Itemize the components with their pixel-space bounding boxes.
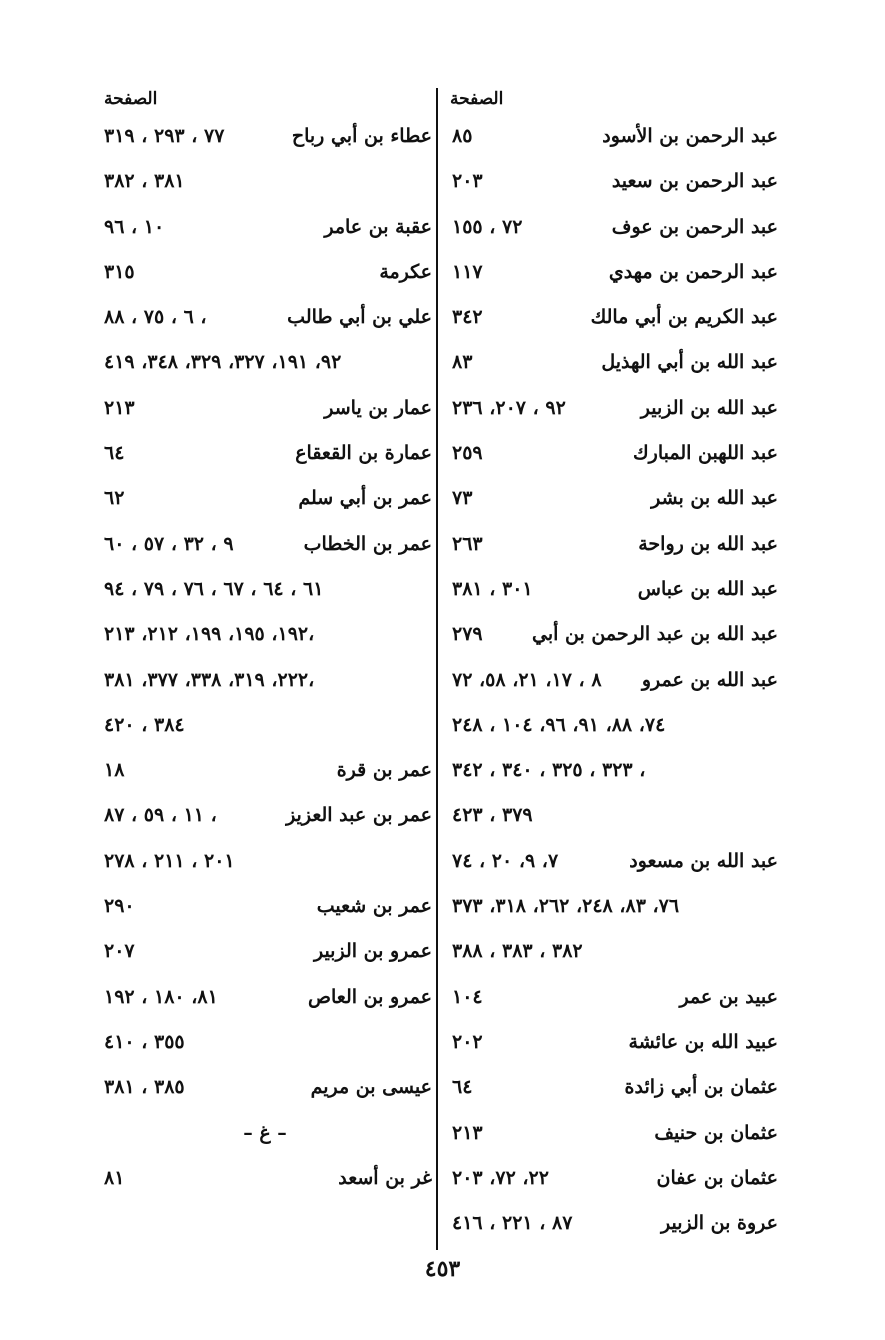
entry-pages: ٣٤٢ <box>452 306 483 329</box>
entry-name: عبد الله بن أبي الهذيل <box>601 351 778 374</box>
entry-name: عكرمة <box>379 260 432 283</box>
entry-name: عمرو بن الزبير <box>313 940 432 963</box>
index-entry <box>98 386 432 431</box>
entry-name: عمر بن عبد العزيز <box>286 804 432 827</box>
entry-name: عبد الرحمن بن الأسود <box>602 125 778 147</box>
index-entry <box>98 1065 432 1110</box>
entry-pages: ٣٨٥ ، ٣٨١ <box>104 1076 185 1099</box>
entry-pages: ٢٠٧ <box>104 940 135 963</box>
entry-name: غر بن أسعد <box>338 1166 432 1189</box>
entry-pages: ٧٢ ، ١٥٥ <box>452 215 523 238</box>
entry-pages: ٣١٥ <box>104 260 135 283</box>
entry-pages: ٦٢ <box>104 487 125 510</box>
entry-pages: ٨٥ <box>452 125 473 147</box>
entry-pages: ٣٨٢ ، ٣٨٣ ، ٣٨٨ <box>452 940 583 963</box>
left-column <box>98 84 432 1201</box>
entry-pages: ٢٠٢ <box>452 1030 483 1053</box>
entry-name: علي بن أبي طالب <box>287 306 432 329</box>
index-entry <box>448 159 778 204</box>
entry-name: عبيد الله بن عائشة <box>628 1030 778 1053</box>
entry-name: عبد الرحمن بن سعيد <box>611 170 778 193</box>
entry-name: عمر بن قرة <box>336 759 432 782</box>
index-entry <box>98 975 432 1020</box>
entry-name: عيسى بن مريم <box>310 1076 432 1099</box>
entry-pages: ٢٠١ ، ٢١١ ، ٢٧٨ <box>104 849 235 872</box>
index-entry <box>448 340 778 385</box>
index-entry <box>448 703 778 748</box>
entry-name: عبد اللهبن المبارك <box>633 442 778 465</box>
index-entry <box>448 1201 778 1246</box>
index-entry <box>448 1156 778 1201</box>
index-entry <box>448 975 778 1020</box>
index-entry <box>98 839 432 884</box>
entry-pages: ٨ ، ١٧، ٢١، ٥٨، ٧٢ <box>452 668 602 691</box>
index-entry <box>98 340 432 385</box>
index-entry <box>448 1065 778 1110</box>
entry-pages: ٢٩٠ <box>104 895 135 918</box>
entry-name: عمر بن أبي سلم <box>298 487 432 510</box>
index-entry <box>448 929 778 974</box>
entry-name: عبد الله بن الزبير <box>640 396 778 419</box>
entry-name: عبد الله بن بشر <box>651 487 778 510</box>
index-entry <box>448 476 778 521</box>
index-entry <box>98 522 432 567</box>
entry-name: عبد الرحمن بن مهدي <box>608 260 778 283</box>
entry-pages: ٢٦٣ <box>452 532 483 555</box>
entry-name: عبد الله بن رواحة <box>638 532 778 555</box>
entry-pages: ٨١ <box>104 1166 125 1189</box>
entry-name: عبد الله بن عمرو <box>641 668 778 691</box>
entry-pages: ٨٣ <box>452 351 473 374</box>
index-entry <box>448 839 778 884</box>
entry-name: عمر بن الخطاب <box>303 532 432 555</box>
index-entry <box>448 884 778 929</box>
entry-pages: ٣٧٩ ، ٤٢٣ <box>452 804 533 827</box>
entry-pages: ٦٤ <box>104 442 125 465</box>
index-entry <box>448 205 778 250</box>
right-column <box>448 84 778 1246</box>
index-entry <box>448 567 778 612</box>
index-entry <box>98 929 432 974</box>
index-entry <box>98 1156 432 1201</box>
entry-pages: ٩٢ ، ٢٠٧، ٢٣٦ <box>452 396 566 419</box>
entry-name: عروة بن الزبير <box>661 1212 778 1235</box>
index-entry <box>98 612 432 657</box>
index-entry <box>98 884 432 929</box>
index-entry <box>448 658 778 703</box>
entry-pages: ٢٥٩ <box>452 442 483 465</box>
entry-pages: ٢٢٢، ٣١٩، ٣٣٨، ٣٧٧، ٣٨١، <box>104 668 315 691</box>
entry-pages: ٧٣ <box>452 487 473 510</box>
entry-pages: ٣٠١ ، ٣٨١ <box>452 577 533 600</box>
index-entry <box>98 703 432 748</box>
entry-pages: ٣٢٣ ، ٣٢٥ ، ٣٤٠ ، ٣٤٢ ، <box>452 759 646 782</box>
entry-pages: ٢١٣ <box>104 396 135 419</box>
entry-pages: ٣٨١ ، ٣٨٢ <box>104 170 185 193</box>
entry-pages: ٩٢، ١٩١، ٣٢٧، ٣٢٩، ٣٤٨، ٤١٩ <box>104 351 342 374</box>
entry-name: عثمان بن أبي زائدة <box>624 1076 778 1099</box>
entry-name: عطاء بن أبي رباح <box>291 125 432 147</box>
entry-pages: ١٨ <box>104 759 125 782</box>
entry-pages: ١١٧ <box>452 260 483 283</box>
index-entry <box>98 205 432 250</box>
index-entry <box>98 658 432 703</box>
index-entry <box>448 1020 778 1065</box>
left-column-header: الصفحة <box>104 89 158 109</box>
index-entry <box>98 1020 432 1065</box>
entry-name: عمر بن شعيب <box>316 895 432 918</box>
entry-name: عقبة بن عامر <box>324 215 432 238</box>
index-entry <box>98 1111 432 1156</box>
index-entry <box>448 522 778 567</box>
index-entry <box>98 159 432 204</box>
entry-pages: ٣٨٤ ، ٤٢٠ <box>104 713 185 736</box>
entry-name: عبيد بن عمر <box>679 985 778 1008</box>
index-entry <box>448 1111 778 1156</box>
index-entry <box>98 793 432 838</box>
entry-pages: ٦١ ، ٦٤ ، ٦٧ ، ٧٦ ، ٧٩ ، ٩٤ <box>104 577 324 600</box>
right-column-header: الصفحة <box>450 89 504 109</box>
index-entry <box>448 114 778 159</box>
index-entry <box>448 295 778 340</box>
entry-pages: ٧٦، ٨٣، ٢٤٨، ٢٦٢، ٣١٨، ٣٧٣ <box>452 895 680 918</box>
page-number: ٤٥٣ <box>424 1256 461 1282</box>
entry-name: عبد الله بن عباس <box>637 577 778 600</box>
entry-pages: ٦٤ <box>452 1076 473 1099</box>
entry-pages: ٧، ٩، ٢٠ ، ٧٤ <box>452 849 559 872</box>
index-entry <box>98 431 432 476</box>
index-entry <box>448 612 778 657</box>
entry-pages: ١٠ ، ٩٦ <box>104 215 165 238</box>
entry-name: عمارة بن القعقاع <box>295 442 432 465</box>
index-entry <box>448 793 778 838</box>
entry-pages: ٩ ، ٣٢ ، ٥٧ ، ٦٠ <box>104 532 234 555</box>
index-entry <box>98 476 432 521</box>
index-entry <box>448 748 778 793</box>
entry-pages: ٢٧٩ <box>452 623 483 646</box>
entry-pages: ١٩٢، ١٩٥، ١٩٩، ٢١٢، ٢١٣، <box>104 623 315 646</box>
index-entry <box>98 748 432 793</box>
index-entry <box>98 567 432 612</box>
entry-name: عثمان بن حنيف <box>654 1121 778 1144</box>
entry-name: عبد الكريم بن أبي مالك <box>590 306 778 329</box>
entry-pages: ٣٥٥ ، ٤١٠ <box>104 1030 185 1053</box>
index-entry <box>448 386 778 431</box>
entry-name: عبد الله بن عبد الرحمن بن أبي <box>532 623 778 646</box>
index-entry <box>98 250 432 295</box>
entry-pages: ٦ ، ٧٥ ، ٨٨ ، <box>104 306 207 329</box>
entry-pages: ٨٧ ، ٢٢١ ، ٤١٦ <box>452 1212 573 1235</box>
index-entry <box>98 295 432 340</box>
entry-name: عبد الرحمن بن عوف <box>611 215 778 238</box>
entry-name: عبد الله بن مسعود <box>629 849 778 872</box>
index-entry <box>98 114 432 159</box>
entry-pages: ٨١، ١٨٠ ، ١٩٢ <box>104 985 218 1008</box>
entry-pages: ٢١٣ <box>452 1121 483 1144</box>
entry-pages: ٧٤، ٨٨، ٩١، ٩٦، ١٠٤ ، ٢٤٨ <box>452 713 666 736</box>
entry-pages: ١١ ، ٥٩ ، ٨٧ ، <box>104 804 217 827</box>
index-entry <box>448 431 778 476</box>
entry-name: عمرو بن العاص <box>308 985 432 1008</box>
entry-pages: ٧٧ ، ٢٩٣ ، ٣١٩ <box>104 125 225 147</box>
entry-name: عمار بن ياسر <box>324 396 432 419</box>
index-entry <box>448 250 778 295</box>
entry-pages: ٢٠٣ <box>452 170 483 193</box>
entry-pages: ١٠٤ <box>452 985 483 1008</box>
entry-name: عثمان بن عفان <box>656 1166 778 1189</box>
section-letter: – غ – <box>243 1121 287 1144</box>
entry-pages: ٢٢، ٧٢، ٢٠٣ <box>452 1166 549 1189</box>
column-divider <box>436 88 438 1250</box>
